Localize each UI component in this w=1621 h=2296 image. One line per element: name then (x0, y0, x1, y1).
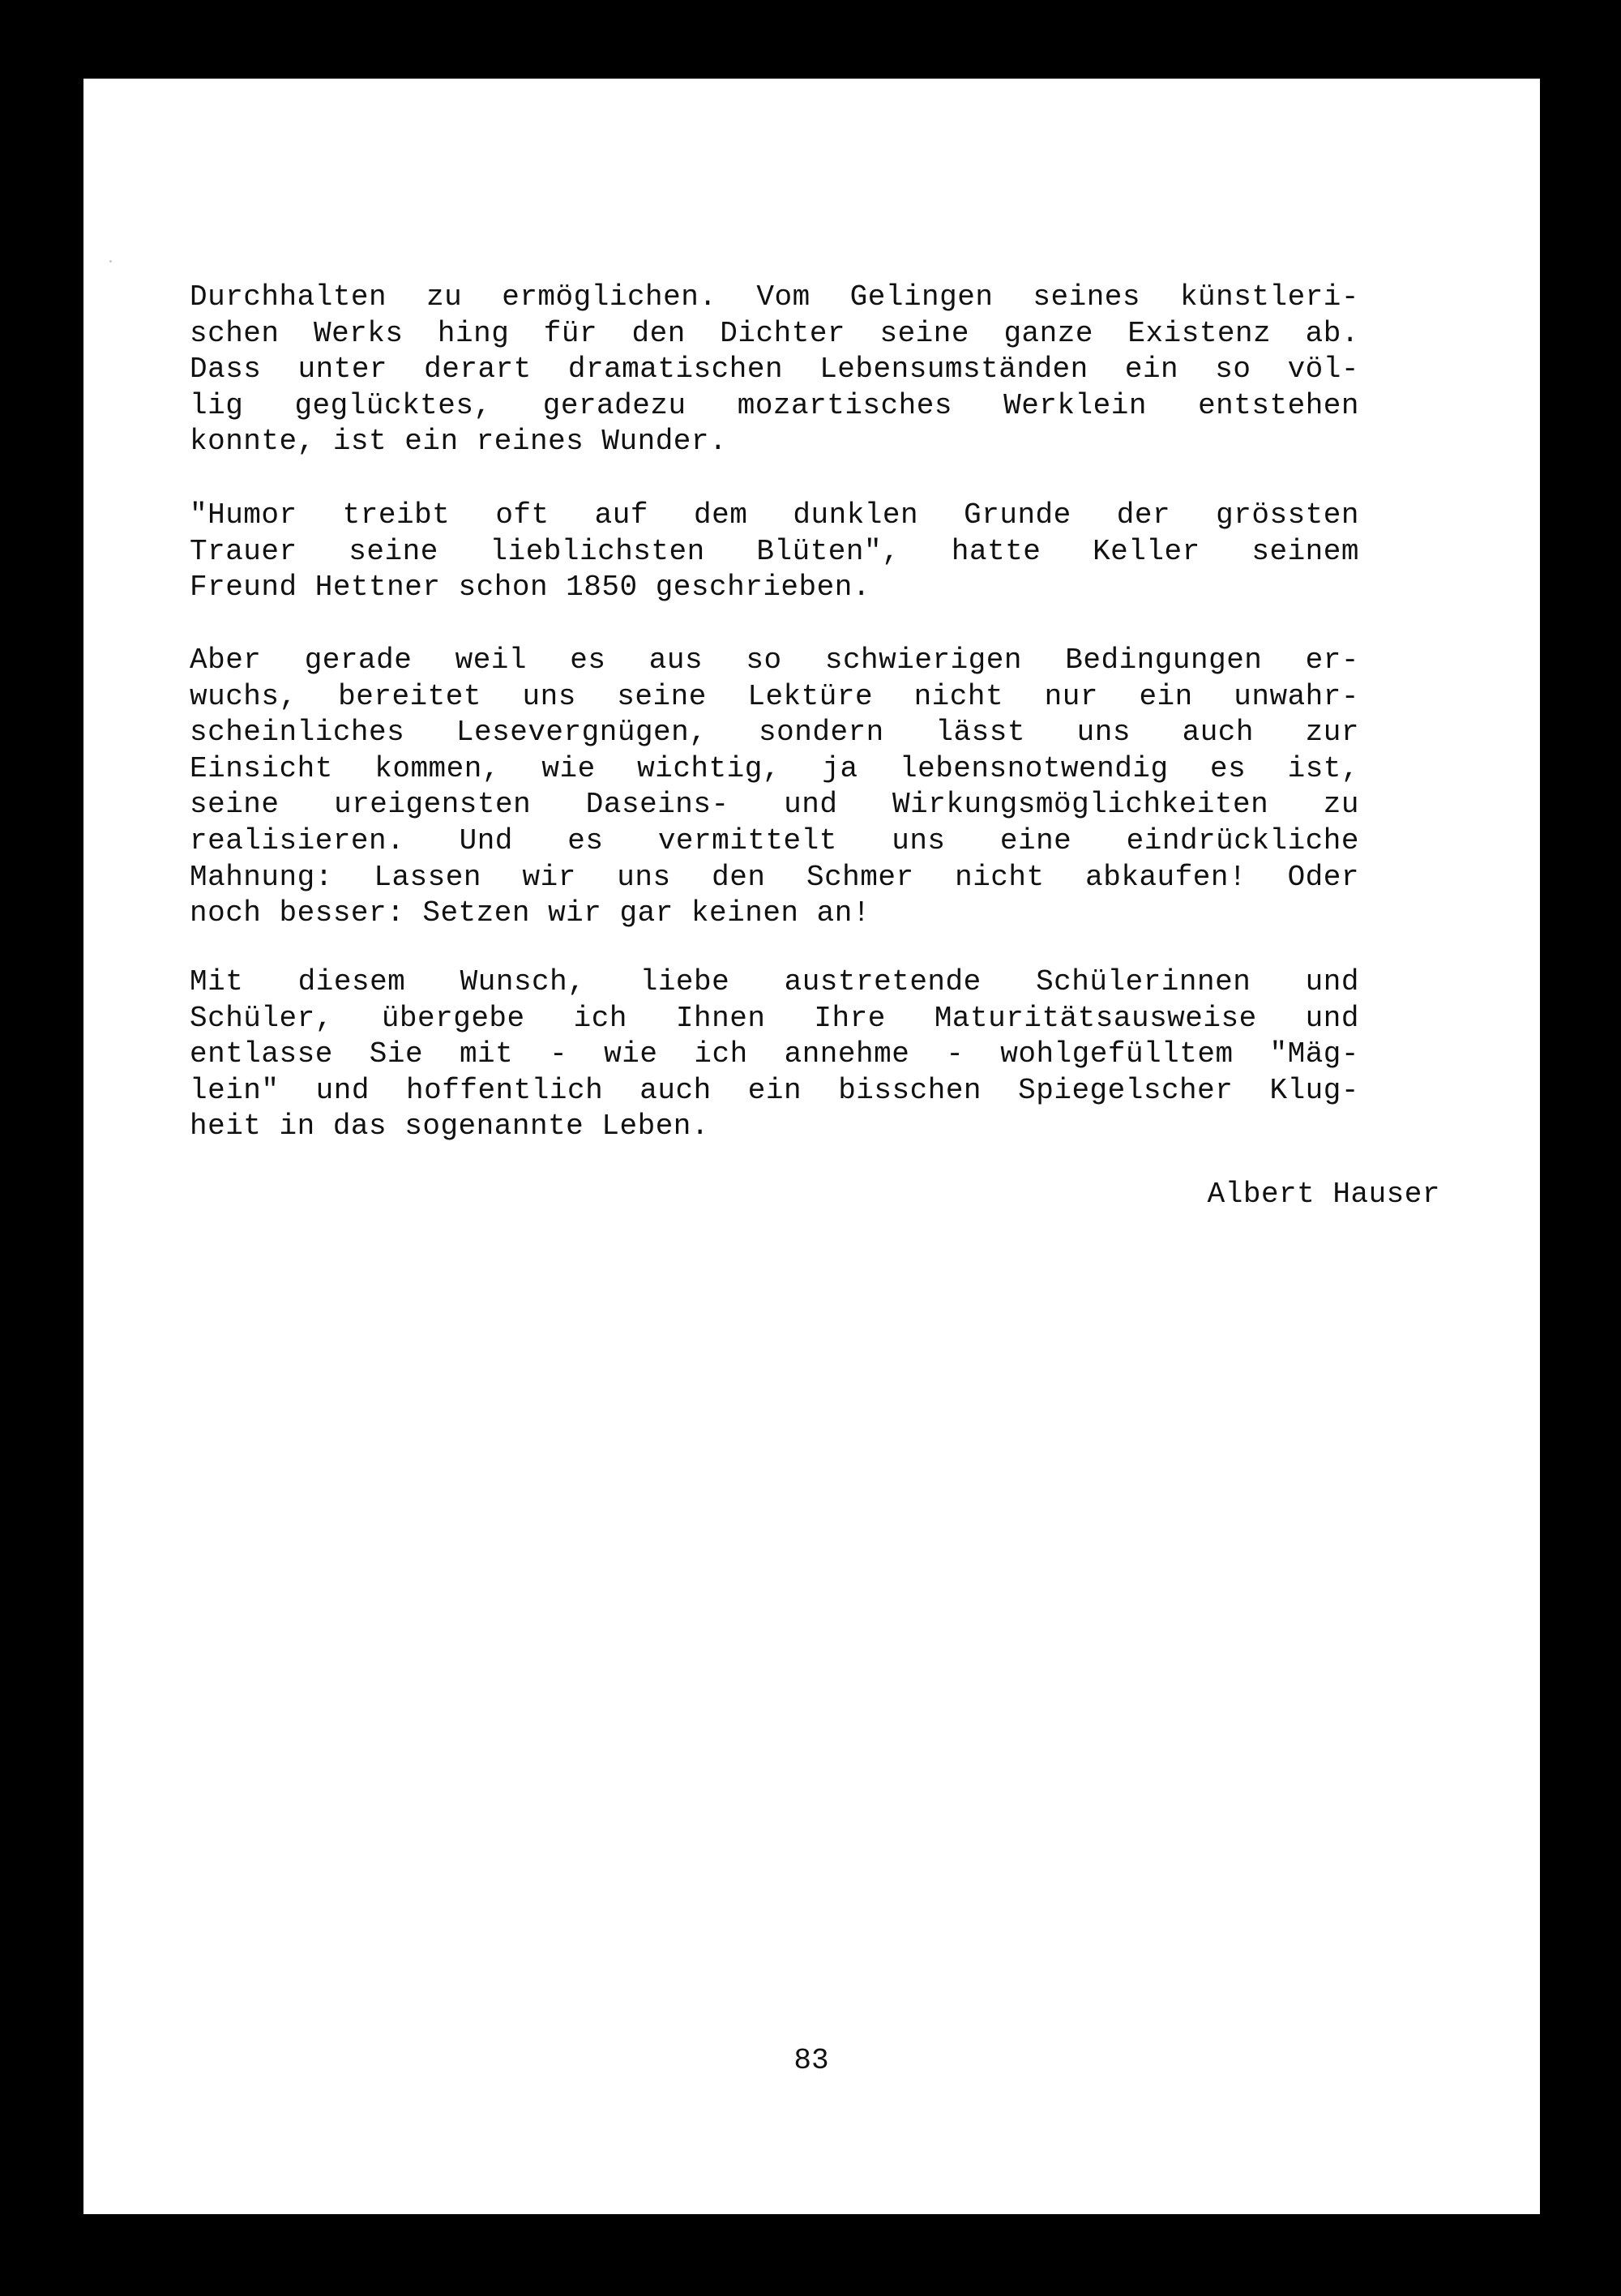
text-line: seine ureigensten Daseins- und Wirkungsmöglichkeiten zu (190, 788, 1359, 822)
text-line: Schüler, übergebe ich Ihnen Ihre Maturitätsausweise und (190, 1001, 1359, 1035)
paragraph-1 (190, 280, 1359, 460)
text-line: lig geglücktes, geradezu mozartisches Werklein entstehen (190, 388, 1359, 422)
text-line: heit in das sogenannte Leben. (190, 1110, 710, 1144)
text-line: "Humor treibt oft auf dem dunklen Grunde der grössten (190, 498, 1359, 532)
text-line: noch besser: Setzen wir gar keinen an! (190, 896, 870, 930)
text-line: Trauer seine lieblichsten Blüten", hatte Keller seinem (190, 534, 1359, 568)
page-number: 83 (793, 2044, 829, 2077)
text-line: Durchhalten zu ermöglichen. Vom Gelingen seines künstleri- (190, 280, 1359, 314)
text-line: lein" und hoffentlich auch ein bisschen Spiegelscher Klug- (190, 1073, 1359, 1107)
text-line: Mahnung: Lassen wir uns den Schmer nicht abkaufen! Oder (190, 860, 1359, 894)
paragraph-3 (190, 643, 1359, 932)
text-line: scheinliches Lesevergnügen, sondern lässt uns auch zur (190, 716, 1359, 750)
text-line: konnte, ist ein reines Wunder. (190, 425, 728, 459)
paragraph-2 (190, 498, 1359, 606)
scan-speck (109, 260, 112, 263)
text-line: Freund Hettner schon 1850 geschrieben. (190, 571, 870, 605)
text-line: Einsicht kommen, wie wichtig, ja lebensnotwendig es ist, (190, 751, 1359, 785)
paragraph-4 (190, 964, 1359, 1145)
document-page (83, 79, 1540, 2214)
signature: Albert Hauser (1207, 1178, 1440, 1211)
text-line: wuchs, bereitet uns seine Lektüre nicht nur ein unwahr- (190, 679, 1359, 713)
text-line: schen Werks hing für den Dichter seine ganze Existenz ab. (190, 316, 1359, 350)
text-line: realisieren. Und es vermittelt uns eine eindrückliche (190, 823, 1359, 857)
text-line: Mit diesem Wunsch, liebe austretende Schülerinnen und (190, 965, 1359, 998)
text-line: Dass unter derart dramatischen Lebensumständen ein so völ- (190, 353, 1359, 387)
text-line: Aber gerade weil es aus so schwierigen Bedingungen er- (190, 643, 1359, 677)
text-line: entlasse Sie mit - wie ich annehme - wohlgefülltem "Mäg- (190, 1037, 1359, 1071)
